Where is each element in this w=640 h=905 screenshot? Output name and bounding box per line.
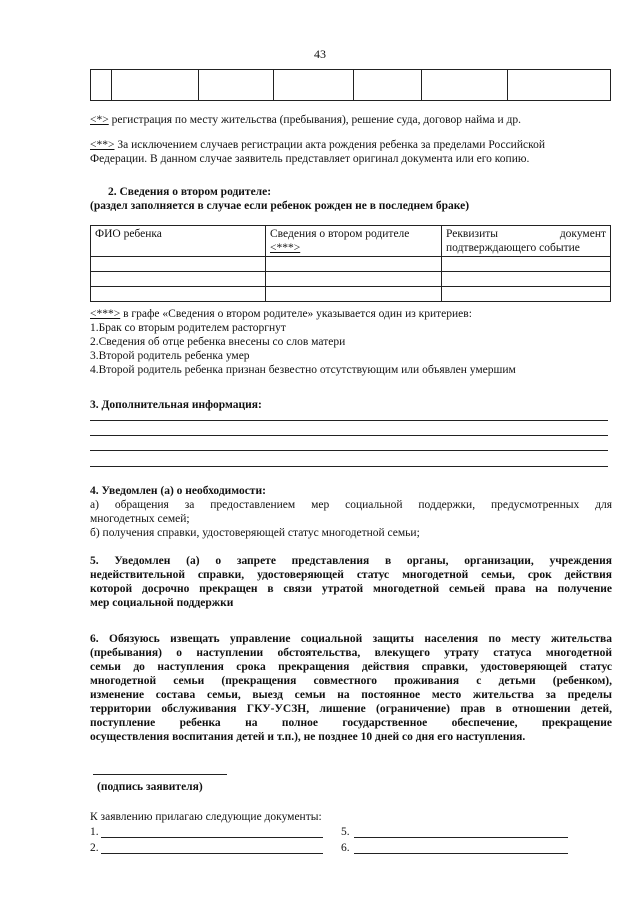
table-cell[interactable] [266,287,442,302]
signature-label: (подпись заявителя) [97,781,203,793]
attachment-number: 6. [341,842,350,854]
attachment-line-5[interactable] [354,837,568,838]
section-text: семьи до наступления срока прекращения действия справки, удостоверяющей статус [90,661,612,673]
table-cell[interactable] [266,257,442,272]
section-2-title [90,185,610,213]
footnote-text: регистрация по месту жительства (пребывания), решение суда, договор найма и др. [108,114,521,126]
table-cell[interactable] [442,287,611,302]
attachment-number: 2. [90,842,99,854]
attachment-number: 1. [90,826,99,838]
table-cell[interactable] [354,70,422,101]
table-cell[interactable] [91,272,266,287]
table-cell[interactable] [422,70,508,101]
header-text: Реквизиты [446,228,498,240]
criteria-intro: в графе «Сведения о втором родителе» указывается один из критериев: [120,308,472,320]
footnote-text: Федерации. В данном случае заявитель представляет оригинал документа или его копию. [90,153,530,165]
attachment-line-2[interactable] [101,853,323,854]
section-6 [90,632,612,744]
section-text: изменение состава семьи, выезд семьи на постоянное место жительства за пределы [90,689,612,701]
attachment-line-6[interactable] [354,853,568,854]
section-text: мер социальной поддержки [90,597,234,609]
header-mark: <***> [270,242,301,254]
table-cell[interactable] [442,272,611,287]
section-text: осуществления воспитания детей и т.п.), не позднее 10 дней со дня его наступления. [90,731,526,743]
section-3-title: 3. Дополнительная информация: [90,399,262,411]
section-text: 6. Обязуюсь извещать управление социальной защиты населения по месту жительства [90,633,612,645]
header-text: документ [559,228,606,240]
footnote-mark: <**> [90,139,115,151]
table-cell[interactable] [508,70,611,101]
additional-info-line[interactable] [90,450,608,451]
table-row [91,287,611,302]
table-cell[interactable] [91,257,266,272]
header-text: подтверждающего событие [446,242,580,254]
table-cell[interactable] [91,287,266,302]
page-number: 43 [314,47,326,61]
continuation-table [90,69,611,101]
header-document-details [442,226,611,257]
table-row [91,257,611,272]
footnote-1 [90,113,610,127]
criteria-mark: <***> [90,308,121,320]
footnote-mark: <*> [90,114,109,126]
signature-line[interactable] [93,774,227,775]
attachments-intro: К заявлению прилагаю следующие документы: [90,811,322,823]
second-parent-table [90,225,611,302]
header-text: Сведения о втором родителе [270,228,410,240]
section-text: 5. Уведомлен (а) о запрете представления в органы, организации, учреждения [90,555,612,567]
attachment-line-1[interactable] [101,837,323,838]
section-text: которой досрочно прекращен в связи утратой многодетной семьей права на получение [90,583,612,595]
footnote-text: За исключением случаев регистрации акта рождения ребенка за пределами Российской [114,139,546,151]
section-subtitle: (раздел заполняется в случае если ребенок рожден не в последнем браке) [90,200,470,212]
section-text: (пребывания) о наступлении обстоятельства, влекущего утрату статуса многодетной [90,647,612,659]
section-text: а) обращения за предоставлением мер социальной поддержки, предусмотренных для [90,499,612,511]
header-child-name: ФИО ребенка [91,226,266,257]
section-title: 4. Уведомлен (а) о необходимости: [90,485,266,497]
table-cell[interactable] [274,70,354,101]
criteria-item: 3.Второй родитель ребенка умер [90,350,250,362]
criteria-item: 4.Второй родитель ребенка признан безвестно отсутствующим или объявлен умершим [90,364,516,376]
additional-info-line[interactable] [90,466,608,467]
additional-info-line[interactable] [90,435,608,436]
section-title: 2. Сведения о втором родителе: [108,186,272,198]
table-cell[interactable] [112,70,199,101]
section-text: поступление ребенка на полное государственное обеспечение, прекращение [90,717,612,729]
criteria-item: 2.Сведения об отце ребенка внесены со слов матери [90,336,346,348]
section-text: недействительной справки, удостоверяющей статус многодетной семьи, срок действия [90,569,612,581]
section-text: многодетной семьи (прекращения совместного проживания с детьми (ребенком), [90,675,612,687]
table-cell[interactable] [199,70,274,101]
header-second-parent [266,226,442,257]
section-5 [90,554,612,610]
footnote-2 [90,138,620,166]
criteria-item: 1.Брак со вторым родителем расторгнут [90,322,286,334]
section-4 [90,484,612,540]
table-cell[interactable] [91,70,112,101]
section-text: б) получения справки, удостоверяющей статус многодетной семьи; [90,527,420,539]
section-text: многодетных семей; [90,513,190,525]
criteria-block [90,307,620,377]
additional-info-line[interactable] [90,420,608,421]
table-cell[interactable] [442,257,611,272]
section-text: территории обслуживания ГКУ-УСЗН, лишение (ограничение) прав в отношении детей, [90,703,612,715]
table-cell[interactable] [266,272,442,287]
table-row [91,272,611,287]
attachment-number: 5. [341,826,350,838]
